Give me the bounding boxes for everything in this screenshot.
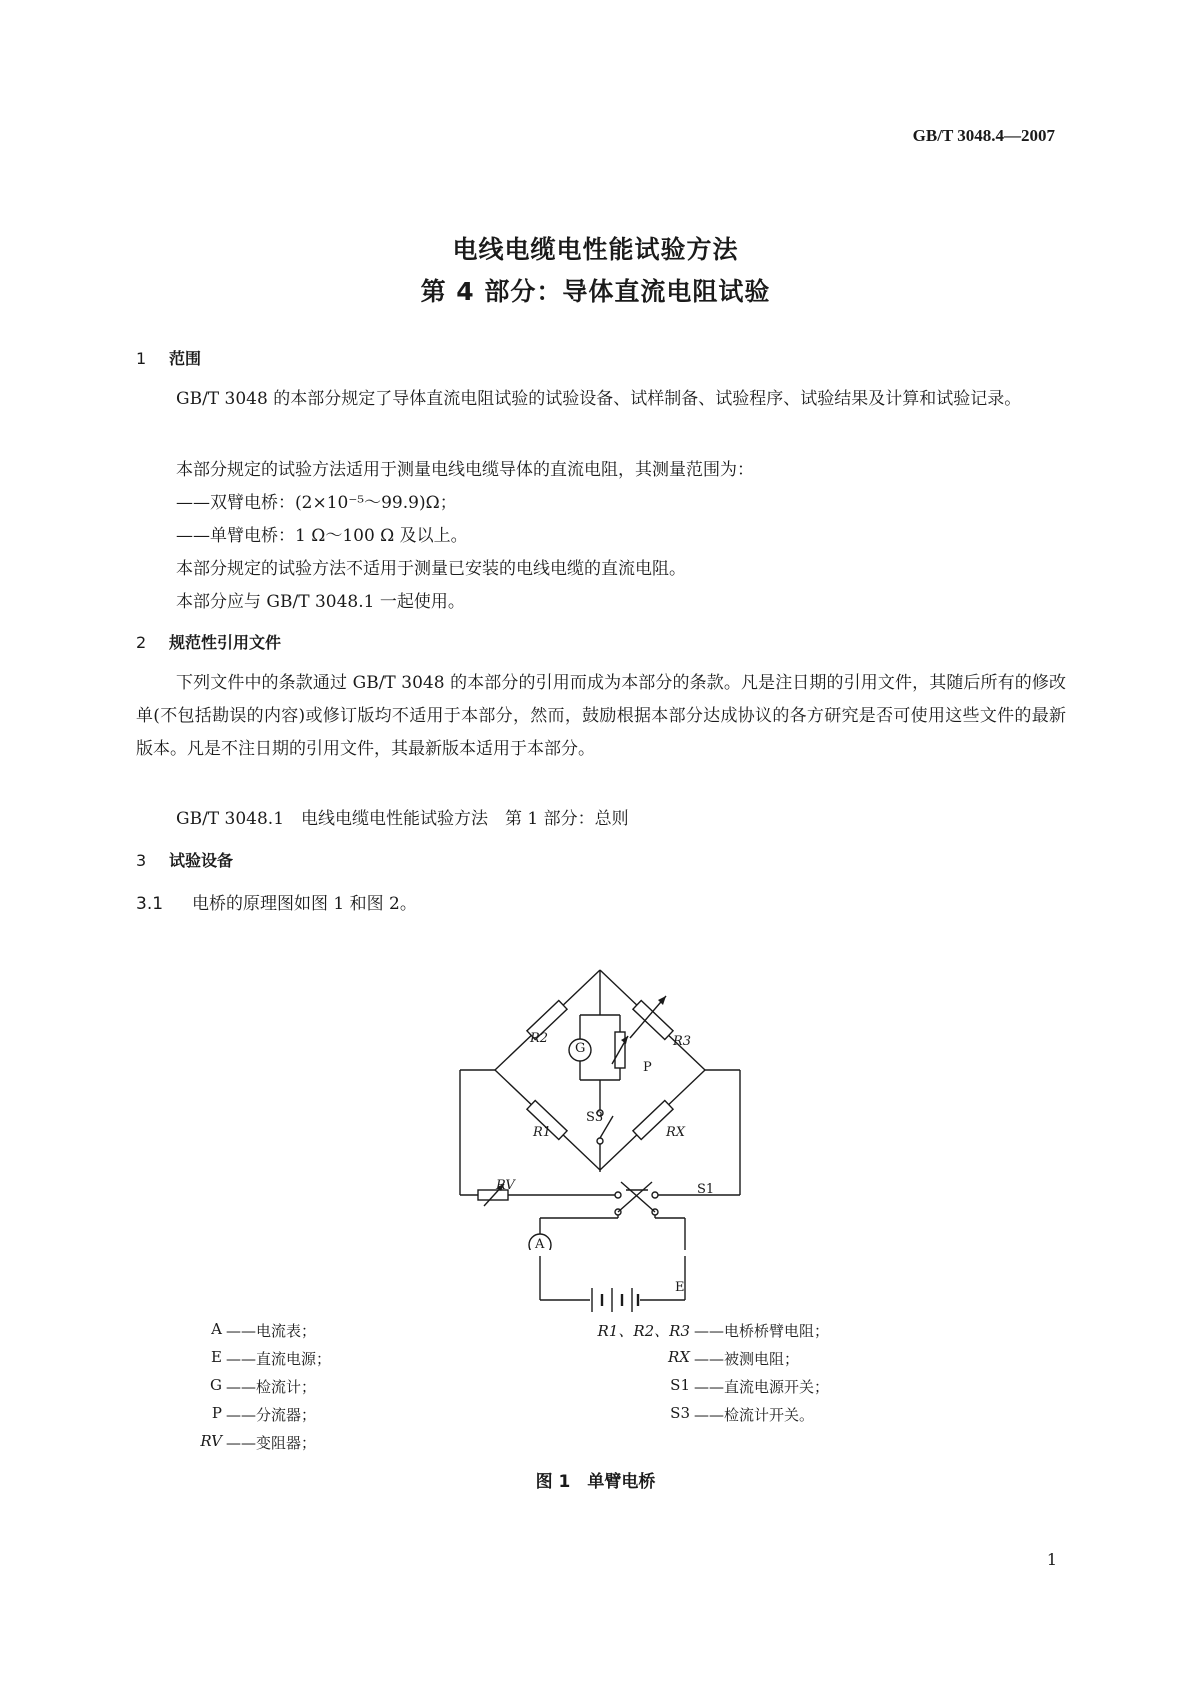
normative-reference: GB/T 3048.1 电线电缆电性能试验方法 第 1 部分：总则 [176,809,629,829]
legend-symbol: S1 [670,1376,690,1394]
legend-symbol: P [211,1404,222,1422]
section-number: 1 [136,349,147,368]
subclause-text: 电桥的原理图如图 1 和图 2。 [192,894,417,914]
switch-s1-blade [618,1182,652,1212]
legend-item [72,1432,317,1452]
label-rv: RV [496,1178,515,1193]
resistor-r3-symbol [633,1000,673,1039]
legend-symbol: A [211,1320,222,1338]
range-item-double-bridge: ——双臂电桥：(2×10⁻⁵～99.9)Ω； [176,493,457,513]
section-2-heading [136,630,281,653]
document-title-line2: 第 4 部分：导体直流电阻试验 [420,277,771,306]
legend-description: ——被测电阻； [694,1350,800,1368]
section-1-paragraph: 本部分规定的试验方法适用于测量电线电缆导体的直流电阻，其测量范围为： [176,460,754,480]
legend-symbol: G [210,1376,222,1394]
section-1-paragraph: GB/T 3048 的本部分规定了导体直流电阻试验的试验设备、试样制备、试验程序、试验结果及计算和试验记录。 [176,389,1022,409]
legend-description: ——电流表； [226,1322,317,1340]
legend-description: ——直流电源开关； [694,1378,830,1396]
legend-symbol: E [211,1348,222,1366]
switch-contact [652,1192,658,1198]
switch-contact [615,1192,621,1198]
label-e: E [675,1280,685,1295]
label-p: P [643,1060,652,1075]
label-r3: R3 [673,1034,692,1049]
legend-description: ——分流器； [226,1406,317,1424]
label-a: A [535,1237,545,1252]
label-s1: S1 [697,1182,715,1197]
legend-description: ——电桥桥臂电阻； [694,1322,830,1340]
legend-description: ——检流计开关。 [694,1406,815,1424]
legend-description: ——变阻器； [226,1434,317,1452]
label-r1: R1 [533,1125,552,1140]
legend-item [540,1320,830,1341]
figure-caption: 图 1 单臂电桥 [535,1472,656,1492]
legend-item [540,1376,830,1396]
battery-loop-diagram [430,1250,760,1320]
section-number: 3 [136,851,147,870]
legend-item [540,1348,800,1368]
legend-symbol: R1、R2、R3 [597,1322,690,1340]
section-3-heading [136,848,233,871]
label-rx: RX [666,1125,686,1140]
legend-item [72,1348,332,1368]
switch-contact [597,1138,603,1144]
section-number: 2 [136,633,147,652]
range-item-single-bridge: ——单臂电桥：1 Ω～100 Ω 及以上。 [176,526,468,546]
legend-item [540,1404,815,1424]
subclause-number: 3.1 [136,894,164,914]
subclause-3-1 [136,889,417,914]
wheatstone-bridge-diagram [430,950,760,1250]
section-1-paragraph: 本部分应与 GB/T 3048.1 一起使用。 [176,592,465,612]
legend-symbol: RX [668,1348,690,1366]
legend-item [72,1320,317,1340]
section-title: 范围 [169,349,202,368]
label-r2: R2 [530,1031,549,1046]
document-title-line1: 电线电缆电性能试验方法 [452,235,739,264]
section-1-paragraph: 本部分规定的试验方法不适用于测量已安装的电线电缆的直流电阻。 [176,559,686,579]
page-number: 1 [1046,1550,1057,1569]
label-g: G [575,1041,586,1056]
section-title: 规范性引用文件 [169,633,282,652]
section-2-paragraph: 下列文件中的条款通过 GB/T 3048 的本部分的引用而成为本部分的条款。凡是注日期的引用文件，其随后所有的修改单(不包括勘误的内容)或修订版均不适用于本部分，然而，鼓励根据本部分达成协议的各方研究是否可使用这些文件的最新版本。凡是不注日期的引用文件，其最新版本适用于本部分。 [136,673,1066,759]
section-title: 试验设备 [169,851,234,870]
legend-description: ——直流电源； [226,1350,332,1368]
legend-item [72,1404,317,1424]
label-s3: S3 [586,1110,604,1125]
legend-item [72,1376,317,1396]
legend-symbol: S3 [670,1404,690,1422]
switch-s1-blade [621,1182,655,1212]
legend-description: ——检流计； [226,1378,317,1396]
legend-symbol: RV [200,1432,222,1450]
section-1-heading [136,346,201,369]
standard-number: GB/T 3048.4—2007 [912,126,1055,145]
